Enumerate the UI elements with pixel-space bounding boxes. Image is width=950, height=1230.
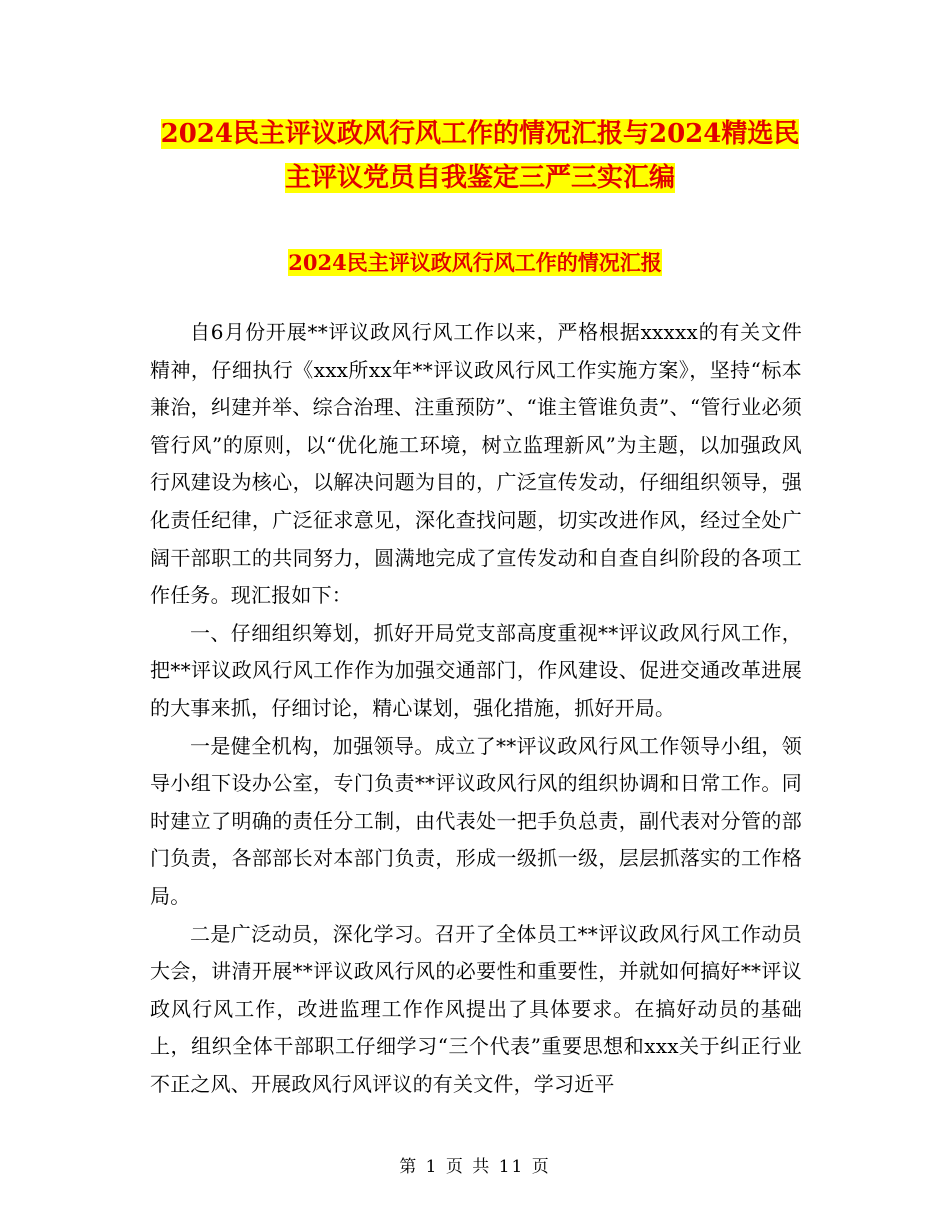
paragraph-mobilization: 二是广泛动员，深化学习。召开了全体员工**评议政风行风工作动员大会，讲清开展**评议政风行风的必要性和重要性，并就如何搞好**评议政风行风工作，改进监理工作作风提出了具体要求。在搞好动员的基础上，组织全体干部职工仔细学习“三个代表”重要思想和xxx关于纠正行业不正之风、开展政风行风评议的有关文件，学习近平: [150, 921, 802, 1096]
document-title-text: 2024民主评议政风行风工作的情况汇报与2024精选民主评议党员自我鉴定三严三实汇编: [160, 119, 800, 193]
section-title-text: 2024民主评议政风行风工作的情况汇报: [288, 250, 662, 275]
section-title: [140, 248, 810, 278]
page-footer: 第 1 页 共 11 页: [399, 1157, 551, 1177]
body-text: [150, 314, 802, 1103]
paragraph-intro: 自6月份开展**评议政风行风工作以来，严格根据xxxxx的有关文件精神，仔细执行《xxx所xx年**评议政风行风工作实施方案》，坚持“标本兼治，纠建并举、综合治理、注重预防”、“谁主管谁负责”、“管行业必须管行风”的原则，以“优化施工环境，树立监理新风”为主题，以加强政风行风建设为核心，以解决问题为目的，广泛宣传发动，仔细组织领导，强化责任纪律，广泛征求意见，深化查找问题，切实改进作风，经过全处广阔干部职工的共同努力，圆满地完成了宣传发动和自查自纠阶段的各项工作任务。现汇报如下：: [150, 320, 802, 608]
document-title: [160, 112, 800, 200]
paragraph-organization: 一、仔细组织筹划，抓好开局党支部高度重视**评议政风行风工作，把**评议政风行风工作作为加强交通部门，作风建设、促进交通改革进展的大事来抓，仔细讨论，精心谋划，强化措施，抓好开局。: [150, 620, 802, 720]
paragraph-leadership: 一是健全机构，加强领导。成立了**评议政风行风工作领导小组，领导小组下设办公室，专门负责**评议政风行风的组织协调和日常工作。同时建立了明确的责任分工制，由代表处一把手负总责，副代表对分管的部门负责，各部部长对本部门负责，形成一级抓一级，层层抓落实的工作格局。: [150, 733, 802, 908]
